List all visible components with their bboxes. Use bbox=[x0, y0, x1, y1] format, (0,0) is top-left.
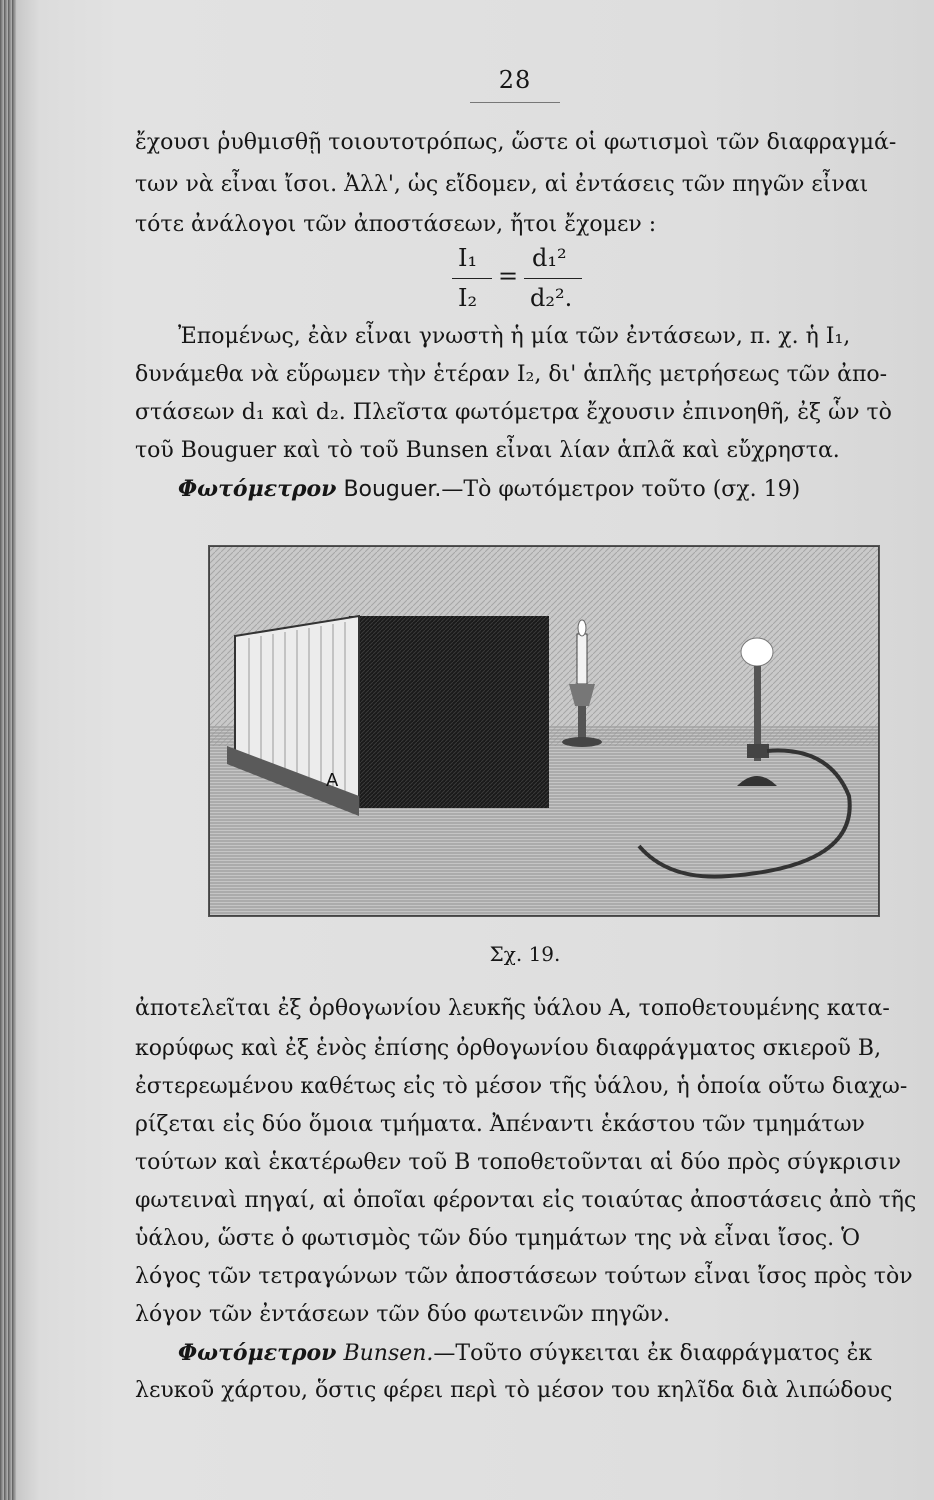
bouguer-heading-name: Bouguer. bbox=[343, 477, 442, 502]
bunsen-heading-title: Φωτόμετρον bbox=[178, 1340, 337, 1366]
bouguer-heading bbox=[178, 474, 800, 505]
text-line: των νὰ εἶναι ἴσοι. Ἀλλ', ὡς εἴδομεν, αἱ ἐντάσεις τῶν πηγῶν εἶναι bbox=[135, 172, 869, 197]
text-line: στάσεων d₁ καὶ d₂. Πλεῖστα φωτόμετρα ἔχουσιν ἐπινοηθῆ, ἐξ ὧν τὸ bbox=[135, 400, 892, 425]
formula-numerator-left: I₁ bbox=[458, 244, 478, 272]
text-line: ὑάλου, ὥστε ὁ φωτισμὸς τῶν δύο τμημάτων της νὰ εἶναι ἴσος. Ὁ bbox=[135, 1226, 861, 1251]
formula-equals: = bbox=[498, 262, 519, 290]
text-line: τοῦ Bouguer καὶ τὸ τοῦ Bunsen εἶναι λίαν ἁπλᾶ καὶ εὔχρηστα. bbox=[135, 438, 840, 463]
text-line: ἀποτελεῖται ἐξ ὀρθογωνίου λευκῆς ὑάλου A, τοποθετουμένης κατα- bbox=[135, 996, 890, 1021]
text-line: ρίζεται εἰς δύο ὅμοια τμήματα. Ἀπέναντι ἑκάστου τῶν τμημάτων bbox=[135, 1112, 865, 1137]
bouguer-photometer-figure bbox=[208, 545, 880, 917]
formula-numerator-right: d₁² bbox=[532, 244, 567, 272]
formula-denominator-right: d₂². bbox=[530, 284, 573, 312]
fraction-bar-right bbox=[524, 278, 582, 279]
text-line: ἐστερεωμένου καθέτως εἰς τὸ μέσον τῆς ὑάλου, ἡ ὁποία οὕτω διαχω- bbox=[135, 1074, 908, 1099]
fraction-bar-left bbox=[452, 278, 492, 279]
candle bbox=[577, 634, 587, 684]
figure-label-a: A bbox=[326, 770, 339, 791]
intensity-formula bbox=[452, 244, 592, 316]
text-line: τότε ἀνάλογοι τῶν ἀποστάσεων, ἤτοι ἔχομεν : bbox=[135, 212, 657, 237]
gas-flame bbox=[741, 638, 773, 666]
text-line: κορύφως καὶ ἐξ ἑνὸς ἐπίσης ὀρθογωνίου διαφράγματος σκιεροῦ B, bbox=[135, 1036, 882, 1061]
page-number-rule bbox=[470, 102, 560, 103]
bouguer-heading-rest: —Τὸ φωτόμετρον τοῦτο (σχ. 19) bbox=[441, 477, 801, 502]
bunsen-heading-name: Bunsen. bbox=[343, 1341, 434, 1366]
figure-caption: Σχ. 19. bbox=[489, 942, 561, 966]
photometer-engraving bbox=[209, 546, 879, 916]
text-line: λόγον τῶν ἐντάσεων τῶν δύο φωτεινῶν πηγῶν. bbox=[135, 1302, 671, 1327]
book-spine bbox=[0, 0, 16, 1500]
text-line: φωτειναὶ πηγαί, αἱ ὁποῖαι φέρονται εἰς τοιαύτας ἀποστάσεις ἀπὸ τῆς bbox=[135, 1188, 917, 1213]
text-line: δυνάμεθα νὰ εὕρωμεν τὴν ἑτέραν I₂, δι' ἁπλῆς μετρήσεως τῶν ἀπο- bbox=[135, 362, 888, 387]
text-line: λευκοῦ χάρτου, ὅστις φέρει περὶ τὸ μέσον του κηλῖδα διὰ λιπώδους bbox=[135, 1378, 893, 1403]
text-line: ἔχουσι ῥυθμισθῇ τοιουτοτρόπως, ὥστε οἱ φωτισμοὶ τῶν διαφραγμά- bbox=[135, 130, 897, 155]
formula-denominator-left: I₂ bbox=[458, 284, 478, 312]
text-line: τούτων καὶ ἑκατέρωθεν τοῦ B τοποθετοῦνται αἱ δύο πρὸς σύγκρισιν bbox=[135, 1150, 902, 1175]
bunsen-heading-rest: —Τοῦτο σύγκειται ἐκ διαφράγματος ἐκ bbox=[433, 1341, 873, 1366]
bunsen-heading bbox=[178, 1338, 872, 1369]
text-line: λόγος τῶν τετραγώνων τῶν ἀποστάσεων τούτων εἶναι ἴσος πρὸς τὸν bbox=[135, 1264, 913, 1289]
page-number: 28 bbox=[498, 66, 532, 94]
bouguer-heading-title: Φωτόμετρον bbox=[178, 476, 337, 502]
text-line: Ἐπομένως, ἐὰν εἶναι γνωστὴ ἡ μία τῶν ἐντάσεων, π. χ. ἡ I₁, bbox=[178, 324, 851, 349]
